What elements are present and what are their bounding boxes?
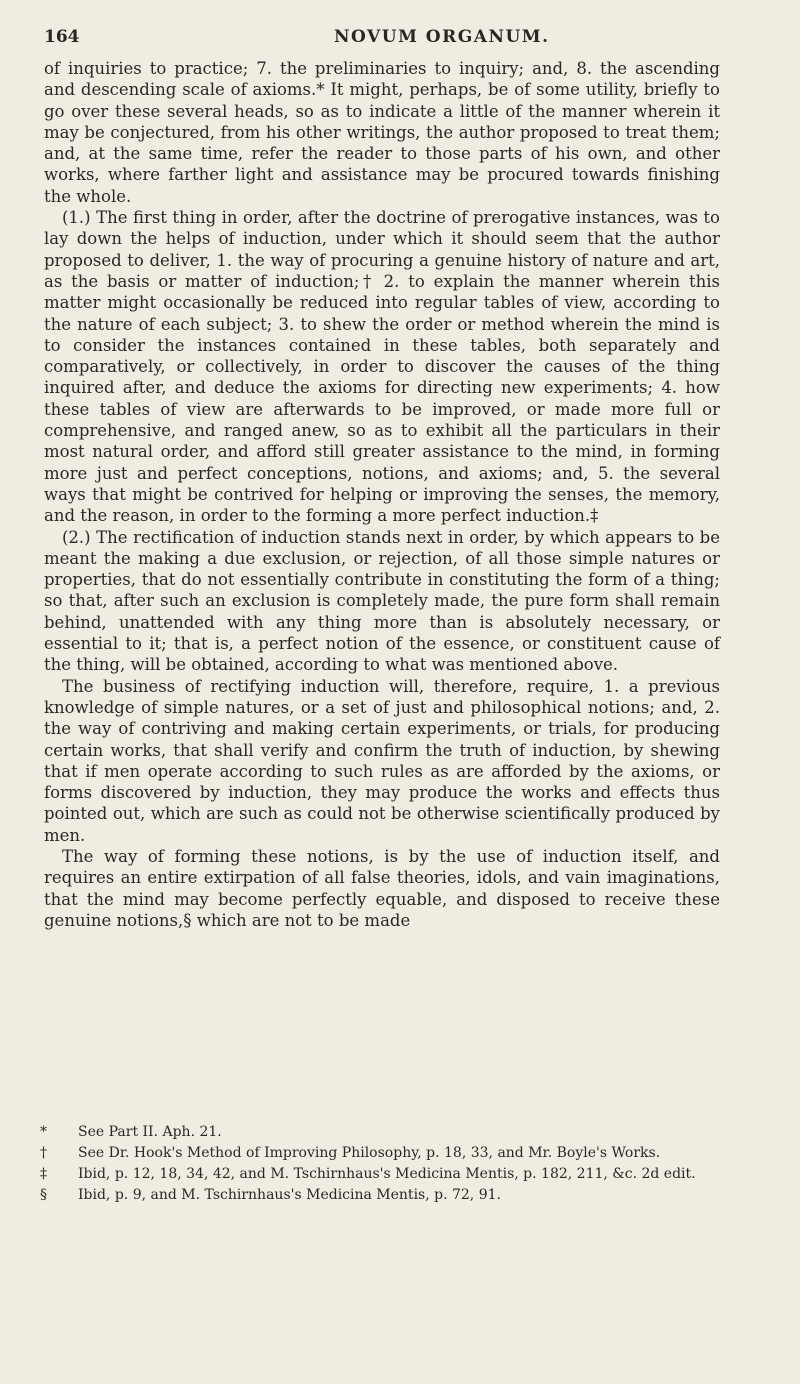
footnote	[40, 1122, 720, 1143]
page-number: 164	[44, 27, 80, 47]
body-text	[44, 58, 720, 931]
paragraph-business-of-rectifying: The business of rectifying induction will, therefore, require, 1. a previous knowledge of simple natures, or a set of just and philosophical notions; and, 2. the way of contriving and making certain experiments, or trials, for producing certain works, that shall verify and confirm the truth of induction, by shewing that if men operate according to such rules as are afforded by the axioms, or forms discovered by induction, they may produce the works and effects thus pointed out, which are such as could not be otherwise scientifically produced by men.	[44, 676, 720, 845]
footnote-mark: *	[40, 1124, 47, 1140]
footnote-text: Ibid, p. 9, and M. Tschirnhaus's Medicina Mentis, p. 72, 91.	[78, 1187, 501, 1203]
footnote	[40, 1143, 720, 1164]
footnote-mark: †	[40, 1145, 47, 1161]
footnote-mark: §	[40, 1187, 47, 1203]
footnotes	[40, 1122, 720, 1206]
paragraph-helps-of-induction: (1.) The first thing in order, after the doctrine of prerogative instances, was to lay down the helps of induction, under which it should seem that the author proposed to deliver, 1. the way of procuring a genuine history of nature and art, as the basis or matter of induction;† 2. to explain the manner wherein this matter might occasionally be reduced into regular tables of view, according to the nature of each subject; 3. to shew the order or method wherein the mind is to consider the instances contained in these tables, both separately and comparatively, or collectively, in order to discover the causes of the thing inquired after, and deduce the axioms for directing new experiments; 4. how these tables of view are afterwards to be improved, or made more full or comprehensive, and ranged anew, so as to exhibit all the particulars in their most natural order, and afford still greater assistance to the mind, in forming more just and perfect conceptions, notions, and axioms; and, 5. the several ways that might be contrived for helping or improving the senses, the memory, and the reason, in order to the forming a more perfect induction.‡	[44, 208, 720, 526]
footnote-text: Ibid, p. 12, 18, 34, 42, and M. Tschirnhaus's Medicina Mentis, p. 182, 211, &c. 2d edit.	[78, 1166, 696, 1182]
footnote	[40, 1185, 720, 1206]
paragraph-continuation: of inquiries to practice; 7. the preliminaries to inquiry; and, 8. the ascending and descending scale of axioms.* It might, perhaps, be of some utility, briefly to go over these several heads, so as to indicate a little of the manner wherein it may be conjectured, from his other writings, the author proposed to treat them; and, at the same time, refer the reader to those parts of his own, and other works, where farther light and assistance may be procured towards finishing the whole.	[44, 59, 720, 206]
paragraph-rectification: (2.) The rectification of induction stands next in order, by which appears to be meant the making a due exclusion, or rejection, of all those simple natures or properties, that do not essentially contribute in constituting the form of a thing; so that, after such an exclusion is completely made, the pure form shall remain behind, unattended with any thing more than is absolutely necessary, or essential to it; that is, a perfect notion of the essence, or constituent cause of the thing, will be obtained, according to what was mentioned above.	[44, 527, 720, 675]
footnote	[40, 1164, 720, 1185]
footnote-mark: ‡	[40, 1166, 47, 1182]
page-header	[44, 20, 724, 54]
paragraph-forming-notions: The way of forming these notions, is by the use of induction itself, and requires an entire extirpation of all false theories, idols, and vain imaginations, that the mind may become perfectly equable, and disposed to receive these genuine notions,§ which are not to be made	[44, 846, 720, 930]
footnote-text: See Dr. Hook's Method of Improving Philosophy, p. 18, 33, and Mr. Boyle's Works.	[78, 1145, 661, 1161]
running-title: NOVUM ORGANUM.	[334, 27, 550, 47]
footnote-text: See Part II. Aph. 21.	[78, 1124, 222, 1140]
